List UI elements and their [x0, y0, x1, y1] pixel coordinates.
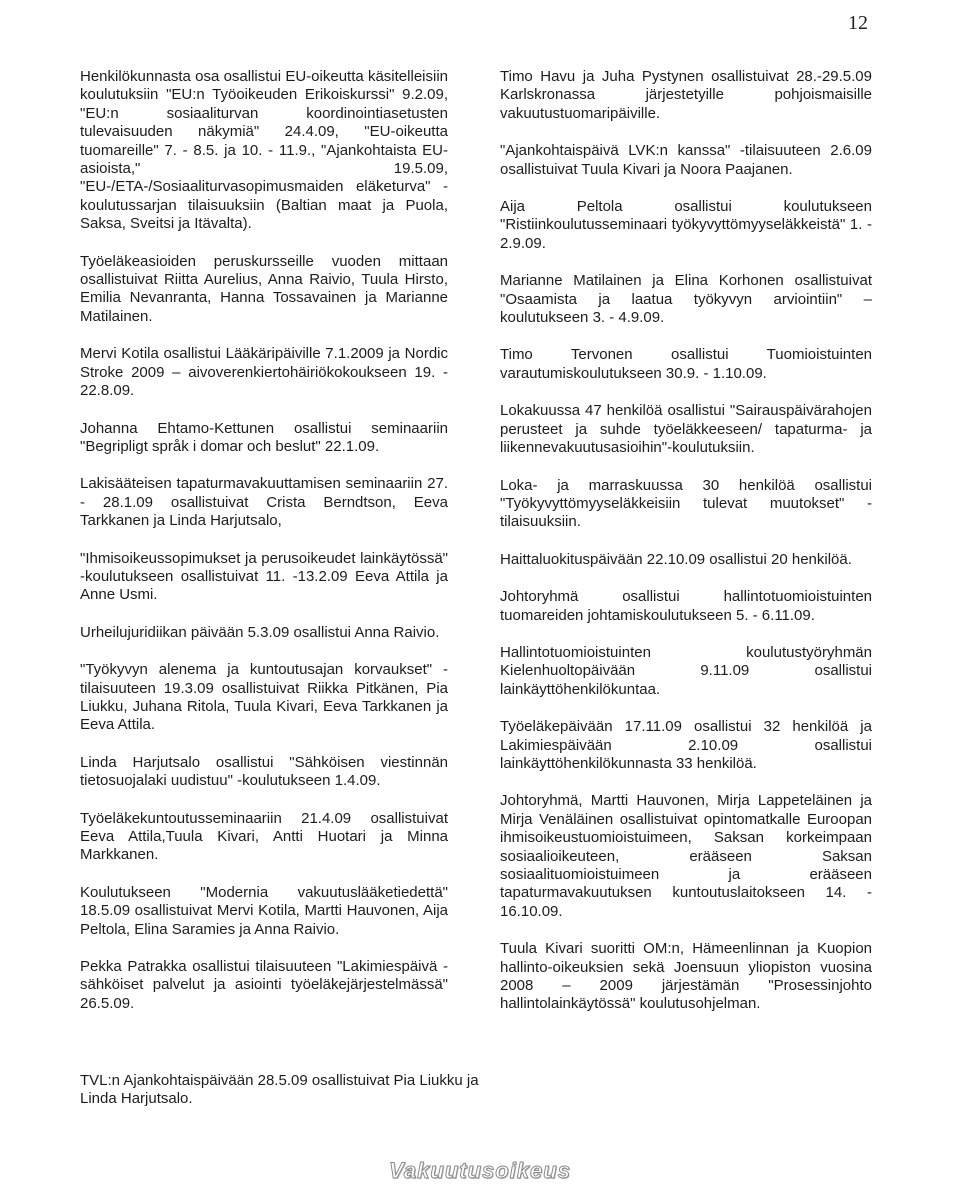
paragraph: Mervi Kotila osallistui Lääkäripäiville 7.1.2009 ja Nordic Stroke 2009 – aivoverenkiertohäiriökokoukseen 19. - 22.8.09.: [80, 345, 448, 400]
paragraph: Johtoryhmä, Martti Hauvonen, Mirja Lappeteläinen ja Mirja Venäläinen osallistuivat opintomatkalle Euroopan ihmisoikeustuomioistuimeen, Saksan korkeimpaan sosiaalioikeuteen, erääseen Saksan sosiaalituomioistuimeen ja erääseen tapaturmavakuutuksen kuntoutuslaitokseen 14. - 16.10.09.: [500, 792, 872, 920]
paragraph: Työeläkepäivään 17.11.09 osallistui 32 henkilöä ja Lakimiespäivään 2.10.09 osallistui lainkäyttöhenkilökunnasta 33 henkilöä.: [500, 718, 872, 772]
paragraph: Urheilujuridiikan päivään 5.3.09 osallistui Anna Raivio.: [80, 623, 440, 641]
vakuutusoikeus-logo: Vakuutusoikeus: [389, 1158, 571, 1183]
paragraph: Tuula Kivari suoritti OM:n, Hämeenlinnan ja Kuopion hallinto-oikeuksien sekä Joensuun yliopiston vuosina 2008 – 2009 järjestämän "Prosessinjohto hallintolainkäytössä" koulutusohjelman.: [500, 940, 872, 1013]
paragraph: "Ajankohtaispäivä LVK:n kanssa" -tilaisuuteen 2.6.09 osallistuivat Tuula Kivari ja Noora Paajanen.: [500, 142, 872, 178]
paragraph: Johanna Ehtamo-Kettunen osallistui seminaariin "Begripligt språk i domar och beslut" 22.1.09.: [80, 419, 448, 455]
paragraph: Työeläkeasioiden peruskursseille vuoden mittaan osallistuivat Riitta Aurelius, Anna Raivio, Tuula Hirsto, Emilia Nevanranta, Hanna Tossavainen ja Marianne Matilainen.: [80, 252, 448, 325]
paragraph: Lokakuussa 47 henkilöä osallistui "Sairauspäivärahojen perusteet ja suhde työeläkkeeseen/ tapaturma- ja liikennevakuutusasioihin"-koulutuksiin.: [500, 402, 872, 457]
paragraph: Henkilökunnasta osa osallistui EU-oikeutta käsitelleisiin koulutuksiin "EU:n Työoikeuden Erikoiskurssi" 9.2.09, "EU:n sosiaaliturvan koordinointiasetusten tulevaisuuden näkymiä" 24.4.09, "EU-oikeutta tuomareille" 7. - 8.5. ja 10. - 11.9., "Ajankohtaista EU-asioista," 19.5.09, "EU-/ETA-/Sosiaaliturvasopimusmaiden eläketurva" -koulutussarjan tilaisuuksiin (Baltian maat ja Puola, Saksa, Sveitsi ja Itävalta).: [80, 68, 448, 233]
right-column: [500, 68, 872, 1033]
paragraph: Koulutukseen "Modernia vakuutuslääketiedettä" 18.5.09 osallistuivat Mervi Kotila, Martti Hauvonen, Aija Peltola, Elina Saramies ja Anna Raivio.: [80, 883, 448, 938]
page-number: 12: [848, 12, 868, 34]
paragraph: Linda Harjutsalo osallistui "Sähköisen viestinnän tietosuojalaki uudistuu" -koulutukseen 1.4.09.: [80, 753, 448, 790]
paragraph: Timo Tervonen osallistui Tuomioistuinten varautumiskoulutukseen 30.9. - 1.10.09.: [500, 346, 872, 382]
paragraph: Haittaluokituspäivään 22.10.09 osallistui 20 henkilöä.: [500, 550, 852, 568]
paragraph: "Ihmisoikeussopimukset ja perusoikeudet lainkäytössä" -koulutukseen osallistuivat 11. -13.2.09 Eeva Attila ja Anne Usmi.: [80, 549, 448, 604]
paragraph: Lakisääteisen tapaturmavakuuttamisen seminaariin 27. - 28.1.09 osallistuivat Crista Berndtson, Eeva Tarkkanen ja Linda Harjutsalo,: [80, 475, 448, 530]
paragraph: "Työkyvyn alenema ja kuntoutusajan korvaukset" -tilaisuuteen 19.3.09 osallistuivat Riikka Pitkänen, Pia Liukku, Juhana Ritola, Tuula Kivari, Eeva Tarkkanen ja Eeva Attila.: [80, 661, 448, 734]
left-column: [80, 68, 448, 1032]
paragraph: Aija Peltola osallistui koulutukseen "Ristiinkoulutusseminaari työkyvyttömyyseläkkeistä" 1. - 2.9.09.: [500, 198, 872, 252]
paragraph: Pekka Patrakka osallistui tilaisuuteen "Lakimiespäivä - sähköiset palvelut ja asiointi työeläkejärjestelmässä" 26.5.09.: [80, 958, 448, 1012]
paragraph: Työeläkekuntoutusseminaariin 21.4.09 osallistuivat Eeva Attila,Tuula Kivari, Antti Huotari ja Minna Markkanen.: [80, 809, 448, 864]
paragraph: Loka- ja marraskuussa 30 henkilöä osallistui "Työkyvyttömyyseläkkeisiin tulevat muutokset" -tilaisuuksiin.: [500, 476, 872, 531]
paragraph: Timo Havu ja Juha Pystynen osallistuivat 28.-29.5.09 Karlskronassa järjestetyille pohjoismaisille vakuutustuomaripäiville.: [500, 68, 872, 122]
paragraph: Marianne Matilainen ja Elina Korhonen osallistuivat "Osaamista ja laatua työkyvyn arviointiin" –koulutukseen 3. - 4.9.09.: [500, 272, 872, 327]
paragraph: Johtoryhmä osallistui hallintotuomioistuinten tuomareiden johtamiskoulutukseen 5. - 6.11.09.: [500, 588, 872, 624]
footer-paragraph: TVL:n Ajankohtaispäivään 28.5.09 osallistuivat Pia Liukku ja Linda Harjutsalo.: [80, 1072, 479, 1108]
paragraph: Hallintotuomioistuinten koulutustyöryhmän Kielenhuoltopäivään 9.11.09 osallistui lainkäyttöhenkilökuntaa.: [500, 643, 872, 698]
